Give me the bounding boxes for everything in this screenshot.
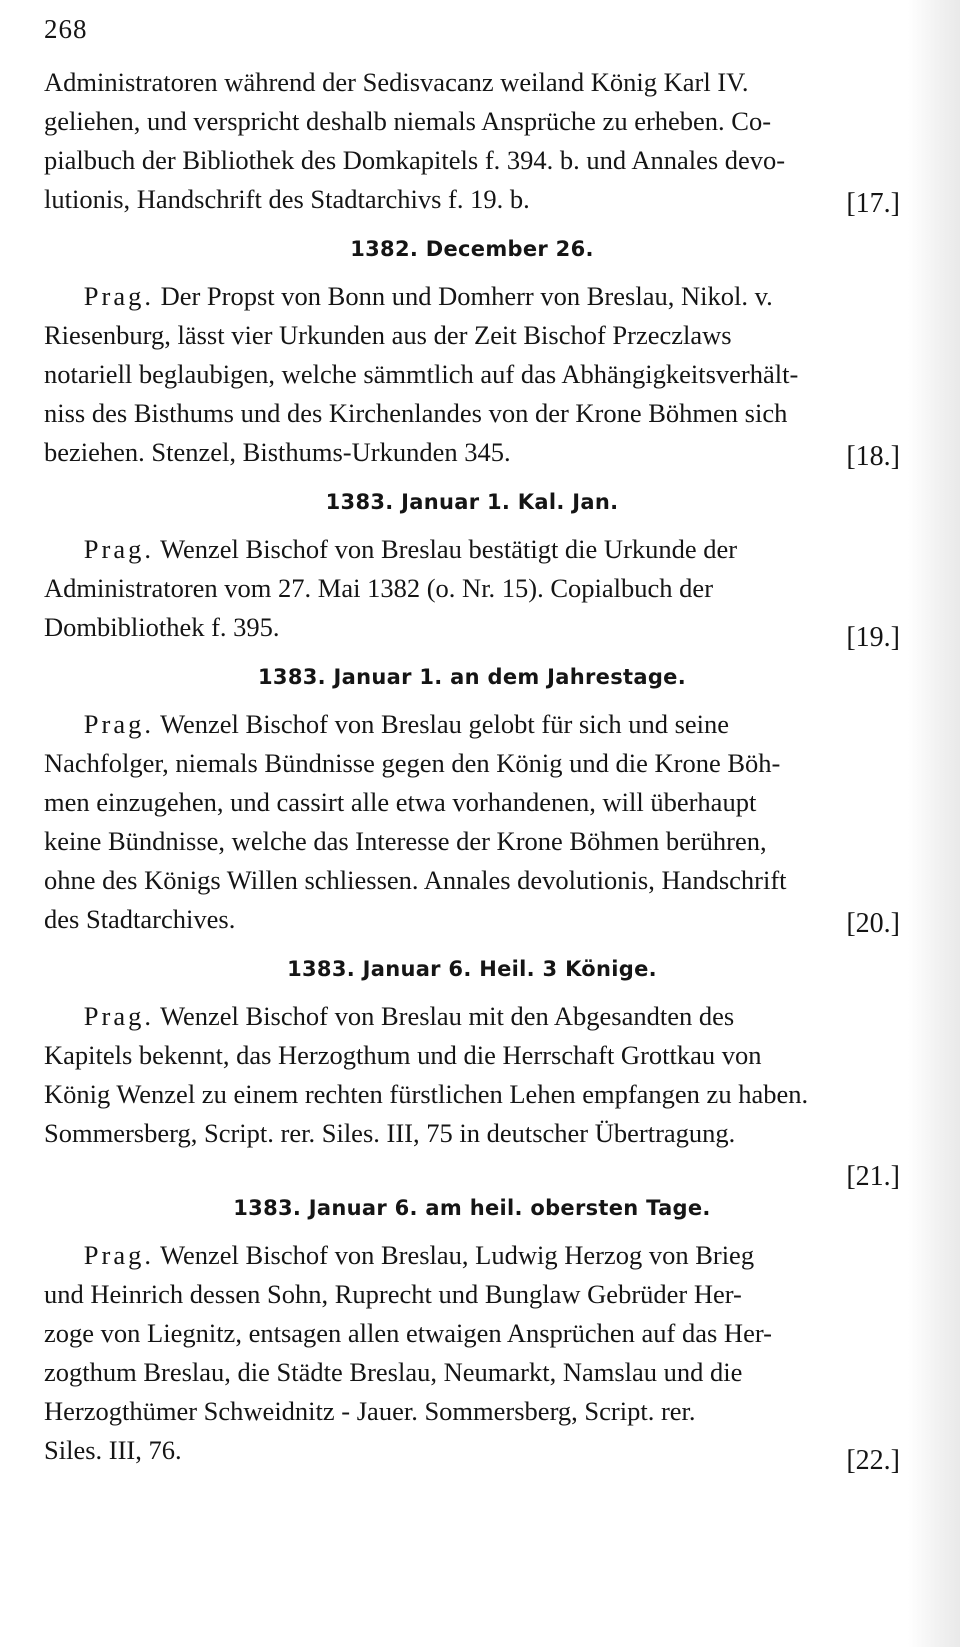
text-line: ohne des Königs Willen schliessen. Annales devolutionis, Handschrift [44, 865, 787, 895]
text-line: keine Bündnisse, welche das Interesse der Krone Böhmen berühren, [44, 826, 767, 856]
place-name: Prag. [83, 1240, 154, 1270]
text-line: Administratoren vom 27. Mai 1382 (o. Nr. 15). Copialbuch der [44, 573, 714, 603]
entry-date-heading: 1382. December 26. [350, 237, 594, 261]
text-line: Nachfolger, niemals Bündnisse gegen den König und die Krone Böh- [44, 748, 781, 778]
text-line: Sommersberg, Script. rer. Siles. III, 75 in deutscher Übertragung. [44, 1118, 736, 1148]
entry-text [44, 1236, 900, 1476]
entry-17 [44, 63, 900, 219]
text-line-last [44, 433, 900, 472]
entry-text [44, 63, 900, 219]
entry-number: [19.] [846, 622, 900, 653]
text-line: Dombibliothek f. 395. [44, 612, 280, 642]
text-line: Administratoren während der Sedisvacanz weiland König Karl IV. [44, 67, 749, 97]
text-line [44, 277, 900, 316]
text-line-last [44, 608, 900, 653]
entry-number: [21.] [846, 1161, 900, 1192]
text-line: men einzugehen, und cassirt alle etwa vorhandenen, will überhaupt [44, 787, 757, 817]
entry-number: [22.] [846, 1445, 900, 1476]
page-edge-shadow [908, 0, 960, 1647]
place-name: Prag. [83, 534, 154, 564]
entry-date-heading: 1383. Januar 6. am heil. obersten Tage. [233, 1196, 711, 1220]
text-line [44, 1236, 900, 1275]
text-line: pialbuch der Bibliothek des Domkapitels f. 394. b. und Annales devo- [44, 145, 786, 175]
text-line: Kapitels bekennt, das Herzogthum und die Herrschaft Grottkau von [44, 1040, 762, 1070]
entry-19 [44, 490, 900, 653]
place-name: Prag. [83, 1001, 154, 1031]
entry-text [44, 997, 900, 1192]
entry-date-heading: 1383. Januar 1. Kal. Jan. [325, 490, 619, 514]
entry-text [44, 705, 900, 939]
text-line-last [44, 180, 900, 219]
entry-date-heading: 1383. Januar 1. an dem Jahrestage. [258, 665, 686, 689]
text-line: Wenzel Bischof von Breslau, Ludwig Herzog von Brieg [153, 1240, 755, 1270]
document-page [44, 14, 900, 1474]
text-line [44, 997, 900, 1036]
entry-21 [44, 957, 900, 1192]
text-line: Wenzel Bischof von Breslau bestätigt die Urkunde der [153, 534, 738, 564]
text-line-last [44, 1153, 900, 1192]
text-line: und Heinrich dessen Sohn, Ruprecht und Bunglaw Gebrüder Her- [44, 1279, 742, 1309]
entry-number: [18.] [846, 441, 900, 472]
place-name: Prag. [83, 709, 154, 739]
text-line: Riesenburg, lässt vier Urkunden aus der Zeit Bischof Przeczlaws [44, 320, 732, 350]
text-line [44, 705, 900, 744]
page-number: 268 [44, 14, 88, 44]
text-line: notariell beglaubigen, welche sämmtlich auf das Abhängigkeitsverhält- [44, 359, 799, 389]
text-line: zoge von Liegnitz, entsagen allen etwaigen Ansprüchen auf das Her- [44, 1318, 772, 1348]
entry-20 [44, 665, 900, 939]
text-line: Herzogthümer Schweidnitz - Jauer. Sommersberg, Script. rer. [44, 1396, 696, 1426]
text-line: geliehen, und verspricht deshalb niemals Ansprüche zu erheben. Co- [44, 106, 772, 136]
entry-text [44, 277, 900, 472]
text-line-last [44, 1431, 900, 1476]
text-line: zogthum Breslau, die Städte Breslau, Neumarkt, Namslau und die [44, 1357, 743, 1387]
entry-text [44, 530, 900, 653]
text-line: König Wenzel zu einem rechten fürstlichen Lehen empfangen zu haben. [44, 1079, 809, 1109]
text-line: Der Propst von Bonn und Domherr von Breslau, Nikol. v. [153, 281, 773, 311]
text-line: Wenzel Bischof von Breslau mit den Abgesandten des [153, 1001, 735, 1031]
text-line [44, 530, 900, 569]
place-name: Prag. [83, 281, 154, 311]
entry-18 [44, 237, 900, 472]
text-line: niss des Bisthums und des Kirchenlandes von der Krone Böhmen sich [44, 398, 788, 428]
entry-number: [17.] [846, 188, 900, 219]
text-line: beziehen. Stenzel, Bisthums-Urkunden 345. [44, 437, 511, 467]
entry-22 [44, 1196, 900, 1476]
text-line: Wenzel Bischof von Breslau gelobt für sich und seine [153, 709, 730, 739]
entry-number: [20.] [846, 908, 900, 939]
text-line: Siles. III, 76. [44, 1435, 182, 1465]
text-line-last [44, 900, 900, 939]
entry-date-heading: 1383. Januar 6. Heil. 3 Könige. [287, 957, 657, 981]
text-line: lutionis, Handschrift des Stadtarchivs f. 19. b. [44, 184, 530, 214]
text-line: des Stadtarchives. [44, 904, 236, 934]
